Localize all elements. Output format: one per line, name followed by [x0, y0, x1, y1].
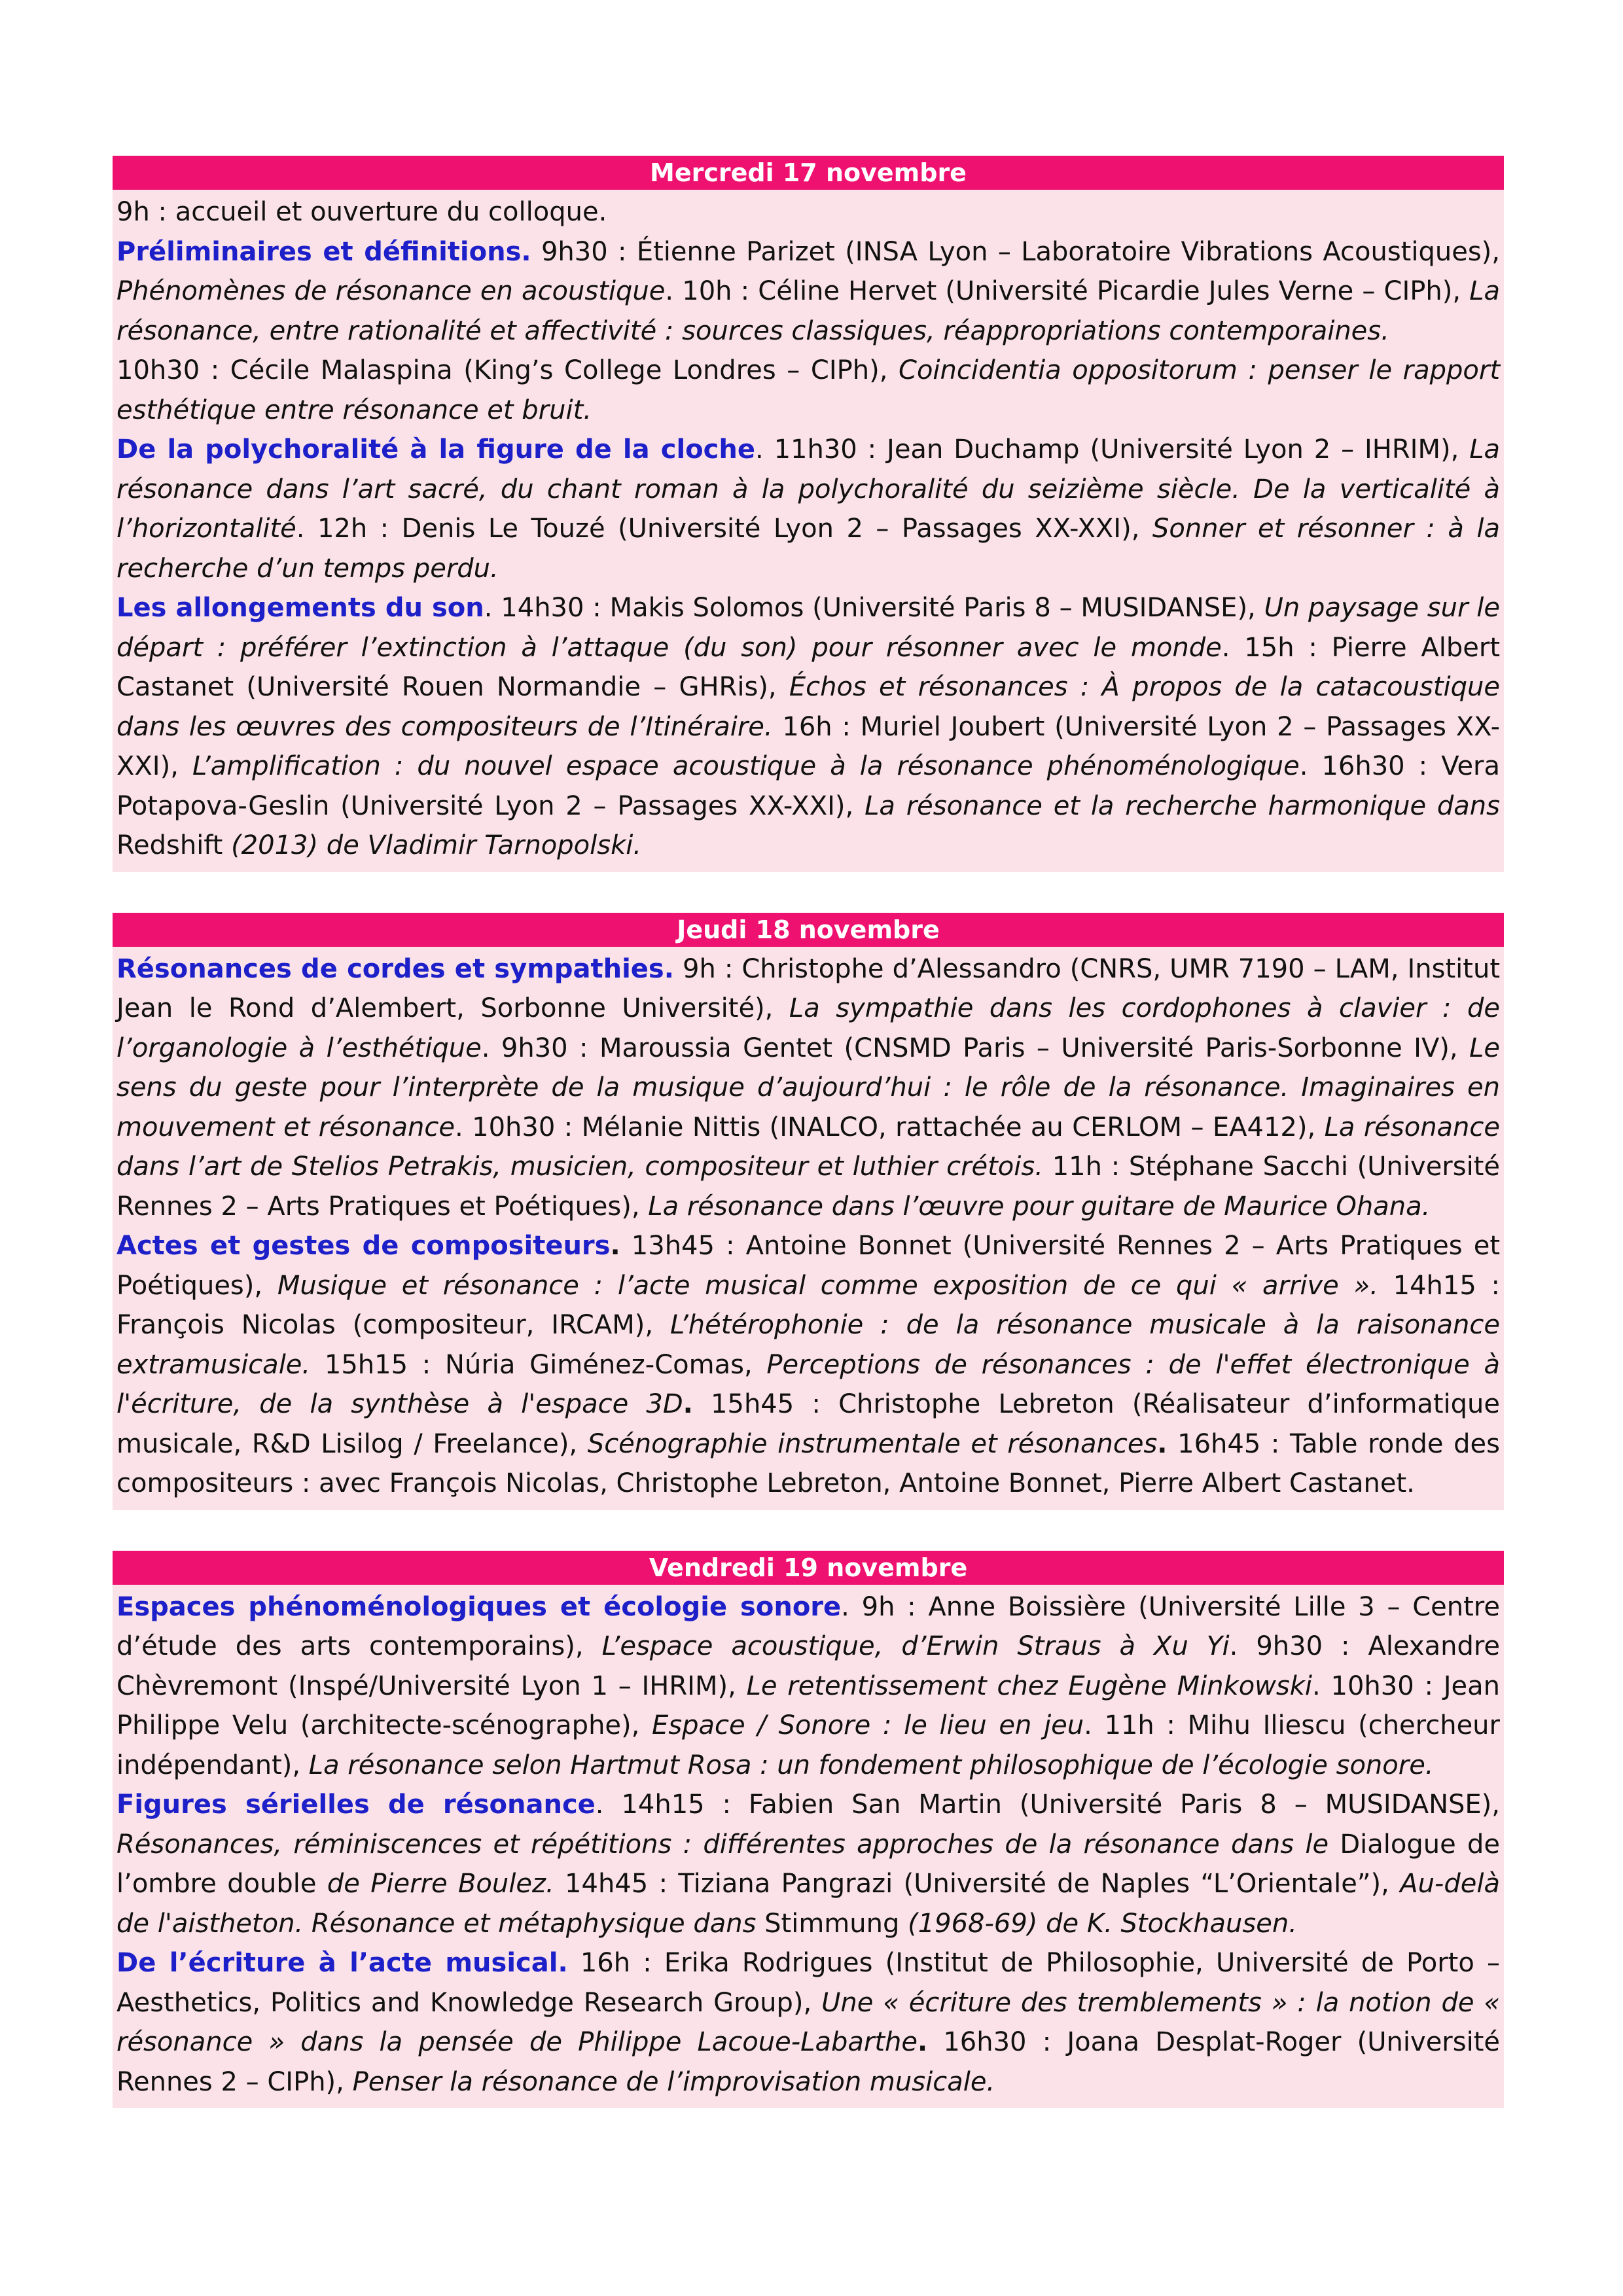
session-paragraph — [116, 232, 1500, 351]
text-run: 13h45 : Antoine Bonnet (Université Rennes 2 – Arts Pratiques et Poétiques), — [116, 1231, 1500, 1301]
day-header: Vendredi 19 novembre — [113, 1551, 1504, 1585]
session-title: Préliminaires et définitions. — [116, 236, 531, 267]
day-block-friday — [113, 1551, 1504, 2109]
day-body — [113, 947, 1504, 1510]
text-run: 15h45 : Christophe Lebreton (Réalisateur d’informatique musicale, R&D Lisilog / Freelance), — [116, 1389, 1500, 1459]
talk-title: Sonner et résonner : à la recherche d’un temps perdu. — [116, 514, 1500, 584]
text-run: 14h15 : François Nicolas (compositeur, IRCAM), — [116, 1270, 1500, 1340]
talk-title: La résonance dans l’art sacré, du chant roman à la polychoralité du seizième siècle. De la verticalité à l’horizontalité — [116, 434, 1500, 544]
text-run: 10h30 : Cécile Malaspina (King’s College Londres – CIPh), — [116, 355, 899, 385]
day-body — [113, 1585, 1504, 2109]
session-paragraph — [116, 949, 1500, 1227]
talk-title: Penser la résonance de l’improvisation musicale. — [352, 2066, 995, 2097]
session-paragraph — [116, 1226, 1500, 1504]
talk-title: Échos et résonances : À propos de la catacoustique dans les œuvres des compositeurs de l’Itinéraire. — [116, 672, 1500, 742]
text-run: . 14h30 : Makis Solomos (Université Paris 8 – MUSIDANSE), — [484, 593, 1264, 623]
text-run: . — [683, 1389, 693, 1419]
talk-title: (2013) de Vladimir Tarnopolski. — [231, 830, 642, 860]
talk-title: Coincidentia oppositorum : penser le rapport esthétique entre résonance et bruit. — [116, 355, 1500, 425]
text-run: 9h30 : Étienne Parizet (INSA Lyon – Laboratoire Vibrations Acoustiques), — [531, 236, 1500, 267]
talk-title: Espace / Sonore : le lieu en jeu — [652, 1710, 1084, 1740]
text-run: . 9h30 : Maroussia Gentet (CNSMD Paris – Université Paris-Sorbonne IV), — [481, 1033, 1470, 1063]
session-paragraph — [116, 1785, 1500, 1943]
session-title: Résonances de cordes et sympathies. — [116, 953, 674, 984]
program-paragraph — [116, 192, 1500, 232]
text-run: 9h : Christophe d’Alessandro (CNRS, UMR 7190 – LAM, Institut Jean le Rond d’Alembert, Sorbonne Université), — [116, 953, 1500, 1023]
text-run: 9h : accueil et ouverture du colloque. — [116, 197, 607, 227]
text-run: Stimmung — [756, 1908, 908, 1939]
talk-title: de Pierre Boulez. — [327, 1869, 554, 1899]
talk-title: (1968-69) de K. Stockhausen. — [908, 1908, 1297, 1939]
text-run: 16h : Muriel Joubert (Université Lyon 2 – Passages XX-XXI), — [116, 711, 1501, 781]
talk-title: L’espace acoustique, d’Erwin Straus à Xu Yi — [601, 1631, 1230, 1661]
text-run: . 11h : Mihu Iliescu (chercheur indépendant), — [116, 1710, 1500, 1780]
session-paragraph — [116, 588, 1500, 866]
text-run: Dialogue de l’ombre double — [116, 1829, 1500, 1899]
text-run: . — [1157, 1428, 1168, 1459]
text-run: . 9h : Anne Boissière (Université Lille 3 – Centre d’étude des arts contemporains), — [116, 1591, 1500, 1661]
talk-title: Le sens du geste pour l’interprète de la musique d’aujourd’hui : le rôle de la résonance. Imaginaires en mouvement et résonance — [116, 1033, 1500, 1142]
day-block-thursday — [113, 913, 1504, 1510]
program-paragraph — [116, 351, 1500, 430]
text-run: . 12h : Denis Le Touzé (Université Lyon 2 – Passages XX-XXI), — [296, 514, 1152, 544]
session-title: Espaces phénoménologiques et écologie sonore — [116, 1591, 842, 1622]
session-paragraph — [116, 1587, 1500, 1786]
program-page — [113, 156, 1504, 2149]
day-header: Mercredi 17 novembre — [113, 156, 1504, 190]
text-run: . 16h30 : Vera Potapova-Geslin (Université Lyon 2 – Passages XX-XXI), — [116, 751, 1501, 821]
talk-title: Le retentissement chez Eugène Minkowski — [746, 1670, 1313, 1701]
text-run: . — [917, 2027, 928, 2057]
talk-title: La sympathie dans les cordophones à clavier : de l’organologie à l’esthétique — [116, 993, 1501, 1063]
talk-title: Résonances, réminiscences et répétitions : différentes approches de la résonance dans le — [116, 1829, 1329, 1860]
text-run: 16h : Erika Rodrigues (Institut de Philosophie, Université de Porto – Aesthetics, Politics and Knowledge Research Group), — [116, 1948, 1500, 2018]
talk-title: Un paysage sur le départ : préférer l’extinction à l’attaque (du son) pour résonner avec le monde — [116, 593, 1500, 663]
text-run: 16h45 : Table ronde des compositeurs : avec François Nicolas, Christophe Lebreton, Antoine Bonnet, Pierre Albert Castanet. — [116, 1428, 1501, 1498]
session-title: De la polychoralité à la figure de la cloche — [116, 434, 755, 465]
text-run: . 10h30 : Mélanie Nittis (INALCO, rattachée au CERLOM – EA412), — [455, 1112, 1325, 1142]
talk-title: Phénomènes de résonance en acoustique — [116, 276, 666, 306]
talk-title: Une « écriture des tremblements » : la notion de « résonance » dans la pensée de Philippe Lacoue-Labarthe — [116, 1987, 1501, 2057]
talk-title: Musique et résonance : l’acte musical comme exposition de ce qui « arrive ». — [277, 1270, 1378, 1301]
text-run: Redshift — [116, 830, 232, 860]
talk-title: L’amplification : du nouvel espace acoustique à la résonance phénoménologique — [192, 751, 1300, 781]
text-run: 15h15 : Núria Giménez-Comas, — [310, 1349, 767, 1380]
day-body — [113, 190, 1504, 872]
talk-title: Au-delà de l'aistheton. Résonance et métaphysique dans — [116, 1869, 1500, 1939]
talk-title: La résonance dans l’art de Stelios Petrakis, musicien, compositeur et luthier crétois. — [116, 1112, 1501, 1182]
text-run: . 10h : Céline Hervet (Université Picardie Jules Verne – CIPh), — [665, 276, 1470, 306]
day-block-wednesday — [113, 156, 1504, 872]
text-run: 16h30 : Joana Desplat-Roger (Université Rennes 2 – CIPh), — [116, 2027, 1500, 2097]
session-paragraph — [116, 430, 1500, 588]
day-header: Jeudi 18 novembre — [113, 913, 1504, 947]
talk-title: Scénographie instrumentale et résonances — [587, 1428, 1158, 1459]
text-run: . 14h15 : Fabien San Martin (Université Paris 8 – MUSIDANSE), — [595, 1790, 1500, 1820]
session-title: Actes et gestes de compositeurs — [116, 1231, 611, 1261]
text-run: 11h : Stéphane Sacchi (Université Rennes 2 – Arts Pratiques et Poétiques), — [116, 1152, 1500, 1222]
talk-title: Perceptions de résonances : de l'effet électronique à l'écriture, de la synthèse à l'espace 3D — [116, 1349, 1500, 1419]
talk-title: L’hétérophonie : de la résonance musicale à la raisonance extramusicale. — [116, 1310, 1500, 1380]
talk-title: La résonance selon Hartmut Rosa : un fondement philosophique de l’écologie sonore. — [308, 1750, 1434, 1780]
session-title: Figures sérielles de résonance — [116, 1790, 596, 1820]
talk-title: La résonance et la recherche harmonique dans — [865, 790, 1500, 821]
text-run: . 9h30 : Alexandre Chèvremont (Inspé/Université Lyon 1 – IHRIM), — [116, 1631, 1501, 1701]
text-run: . 11h30 : Jean Duchamp (Université Lyon 2 – IHRIM), — [755, 434, 1470, 465]
text-run: . 10h30 : Jean Philippe Velu (architecte-scénographe), — [116, 1670, 1501, 1740]
session-title: Les allongements du son — [116, 593, 484, 623]
session-title: De l’écriture à l’acte musical. — [116, 1948, 568, 1978]
text-run: . 15h : Pierre Albert Castanet (Université Rouen Normandie – GHRis), — [116, 632, 1500, 702]
talk-title: La résonance, entre rationalité et affectivité : sources classiques, réappropriations contemporaines. — [116, 276, 1500, 346]
talk-title: La résonance dans l’œuvre pour guitare de Maurice Ohana. — [648, 1191, 1431, 1222]
session-paragraph — [116, 1943, 1500, 2102]
text-run: . — [610, 1231, 620, 1261]
text-run: 14h45 : Tiziana Pangrazi (Université de Naples “L’Orientale”), — [554, 1869, 1400, 1899]
